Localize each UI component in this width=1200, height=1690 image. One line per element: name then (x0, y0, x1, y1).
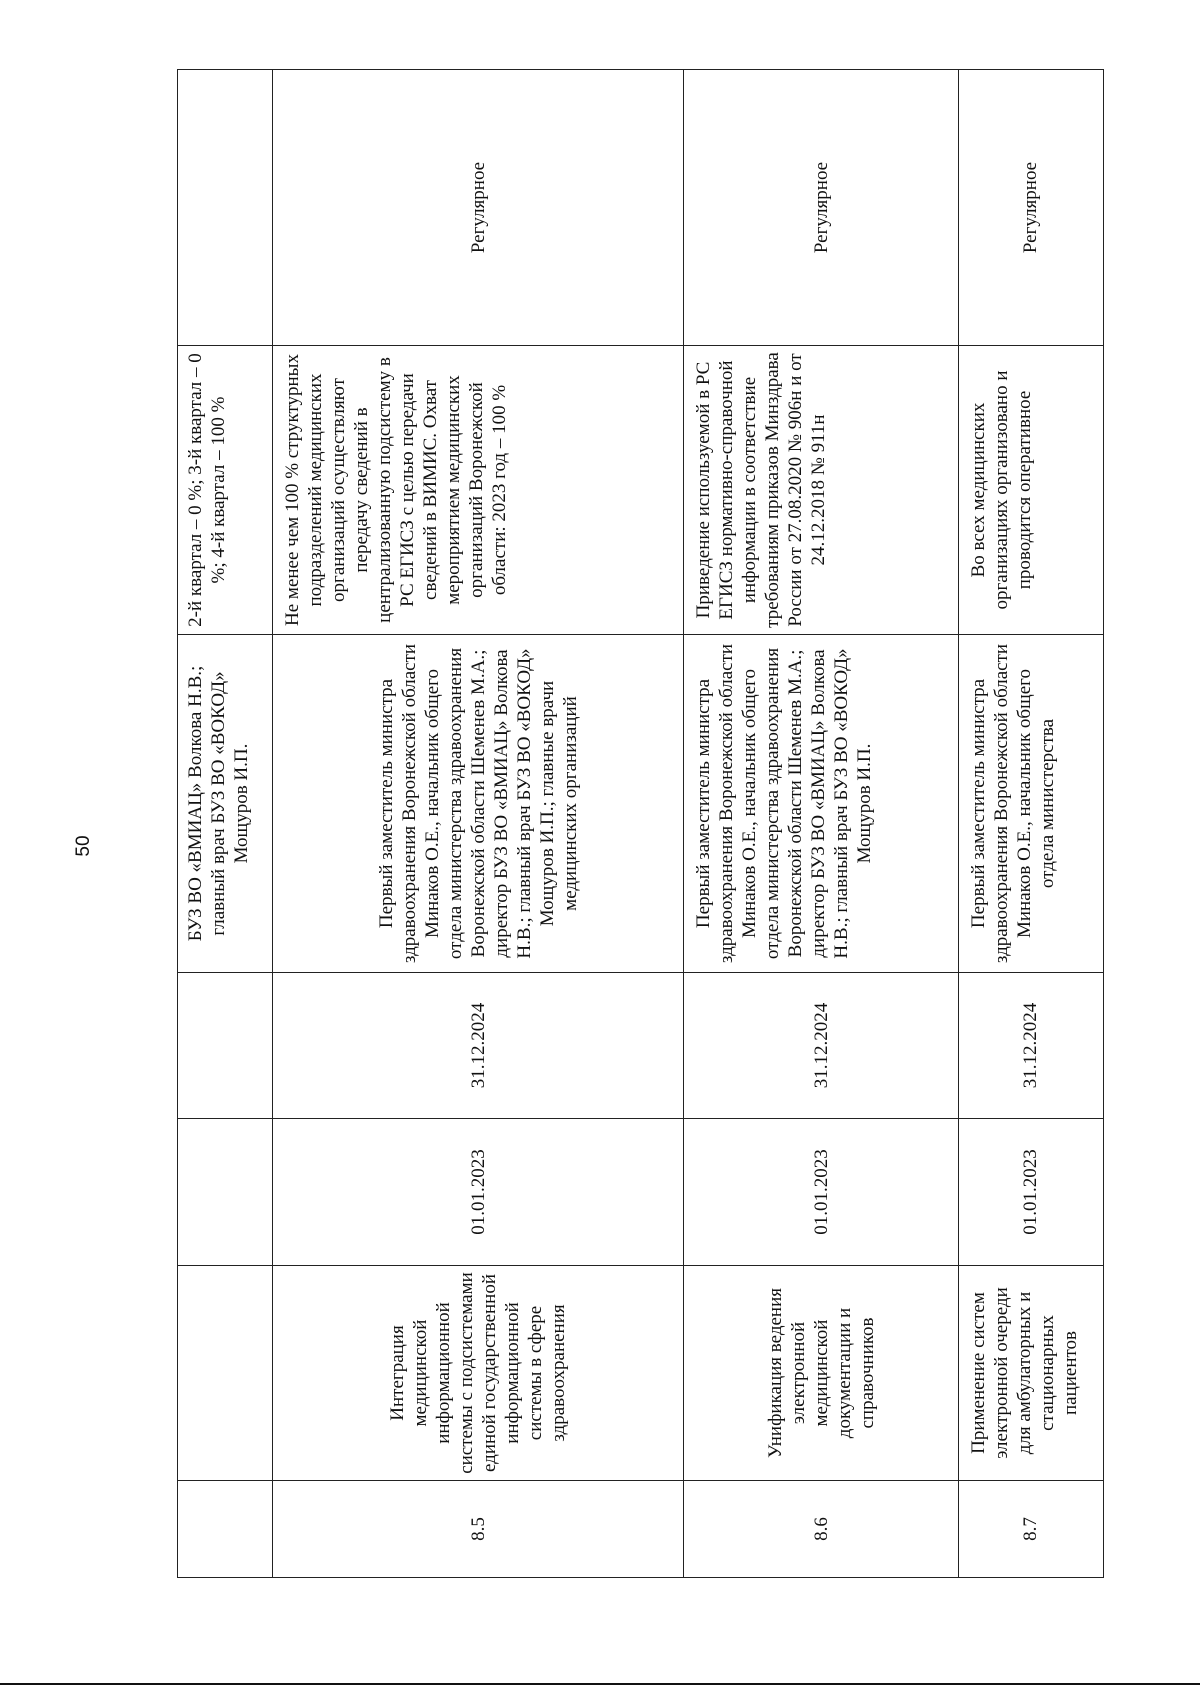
cell-type (178, 70, 273, 346)
bottom-rule (0, 1683, 1200, 1685)
cell-name: Применение систем электронной очереди для амбулаторных и стационарных пациентов (959, 1266, 1104, 1481)
cell-responsible: Первый заместитель министра здравоохранения Воронежской области Минаков О.Е., начальник общего отдела министерства здравоохранения Воронежской области Шеменев М.А.; директор БУЗ ВО «ВМИАЦ» Волкова Н.В.; главный врач БУЗ ВО «ВОКОД» Мощуров И.П. (684, 635, 959, 973)
cell-result: Приведение используемой в РС ЕГИСЗ нормативно-справочной информации в соответствие требованиям приказов Минздрава России от 27.08.2020 № 906н и от 24.12.2018 № 911н (684, 346, 959, 635)
rotated-table-container (177, 70, 1103, 1578)
cell-end-date: 31.12.2024 (684, 973, 959, 1119)
table-row (273, 70, 684, 1578)
cell-type: Регулярное (684, 70, 959, 346)
cell-start-date (178, 1119, 273, 1266)
cell-number (178, 1481, 273, 1578)
cell-result: 2-й квартал – 0 %; 3-й квартал – 0 %; 4-й квартал – 100 % (178, 346, 273, 635)
cell-type: Регулярное (273, 70, 684, 346)
cell-responsible: Первый заместитель министра здравоохранения Воронежской области Минаков О.Е., начальник общего отдела министерства здравоохранения Воронежской области Шеменев М.А.; директор БУЗ ВО «ВМИАЦ» Волкова Н.В.; главный врач БУЗ ВО «ВОКОД» Мощуров И.П.; главные врачи медицинских организаций (273, 635, 684, 973)
cell-start-date: 01.01.2023 (684, 1119, 959, 1266)
cell-number: 8.6 (684, 1481, 959, 1578)
cell-responsible: Первый заместитель министра здравоохранения Воронежской области Минаков О.Е., начальник общего отдела министерства (959, 635, 1104, 973)
table-row (684, 70, 959, 1578)
cell-result: Не менее чем 100 % структурных подразделений медицинских организаций осуществляют передачу сведений в централизованную подсистему в РС ЕГИСЗ с целью передачи сведений в ВИМИС. Охват мероприятием медицинских организаций Воронежской области: 2023 год – 100 % (273, 346, 684, 635)
cell-type: Регулярное (959, 70, 1104, 346)
table-row (959, 70, 1104, 1578)
cell-end-date (178, 973, 273, 1119)
cell-end-date: 31.12.2024 (959, 973, 1104, 1119)
cell-number: 8.7 (959, 1481, 1104, 1578)
cell-name: Унификация ведения электронной медицинской документации и справочников (684, 1266, 959, 1481)
cell-start-date: 01.01.2023 (959, 1119, 1104, 1266)
cell-responsible: БУЗ ВО «ВМИАЦ» Волкова Н.В.; главный врач БУЗ ВО «ВОКОД» Мощуров И.П. (178, 635, 273, 973)
cell-start-date: 01.01.2023 (273, 1119, 684, 1266)
cell-number: 8.5 (273, 1481, 684, 1578)
page-number: 50 (73, 835, 94, 857)
cell-end-date: 31.12.2024 (273, 973, 684, 1119)
cell-result: Во всех медицинских организациях организовано и проводится оперативное (959, 346, 1104, 635)
table-row (178, 70, 273, 1578)
cell-name: Интеграция медицинской информационной системы с подсистемами единой государственной информационной системы в сфере здравоохранения (273, 1266, 684, 1481)
measures-table (177, 69, 1104, 1578)
cell-name (178, 1266, 273, 1481)
